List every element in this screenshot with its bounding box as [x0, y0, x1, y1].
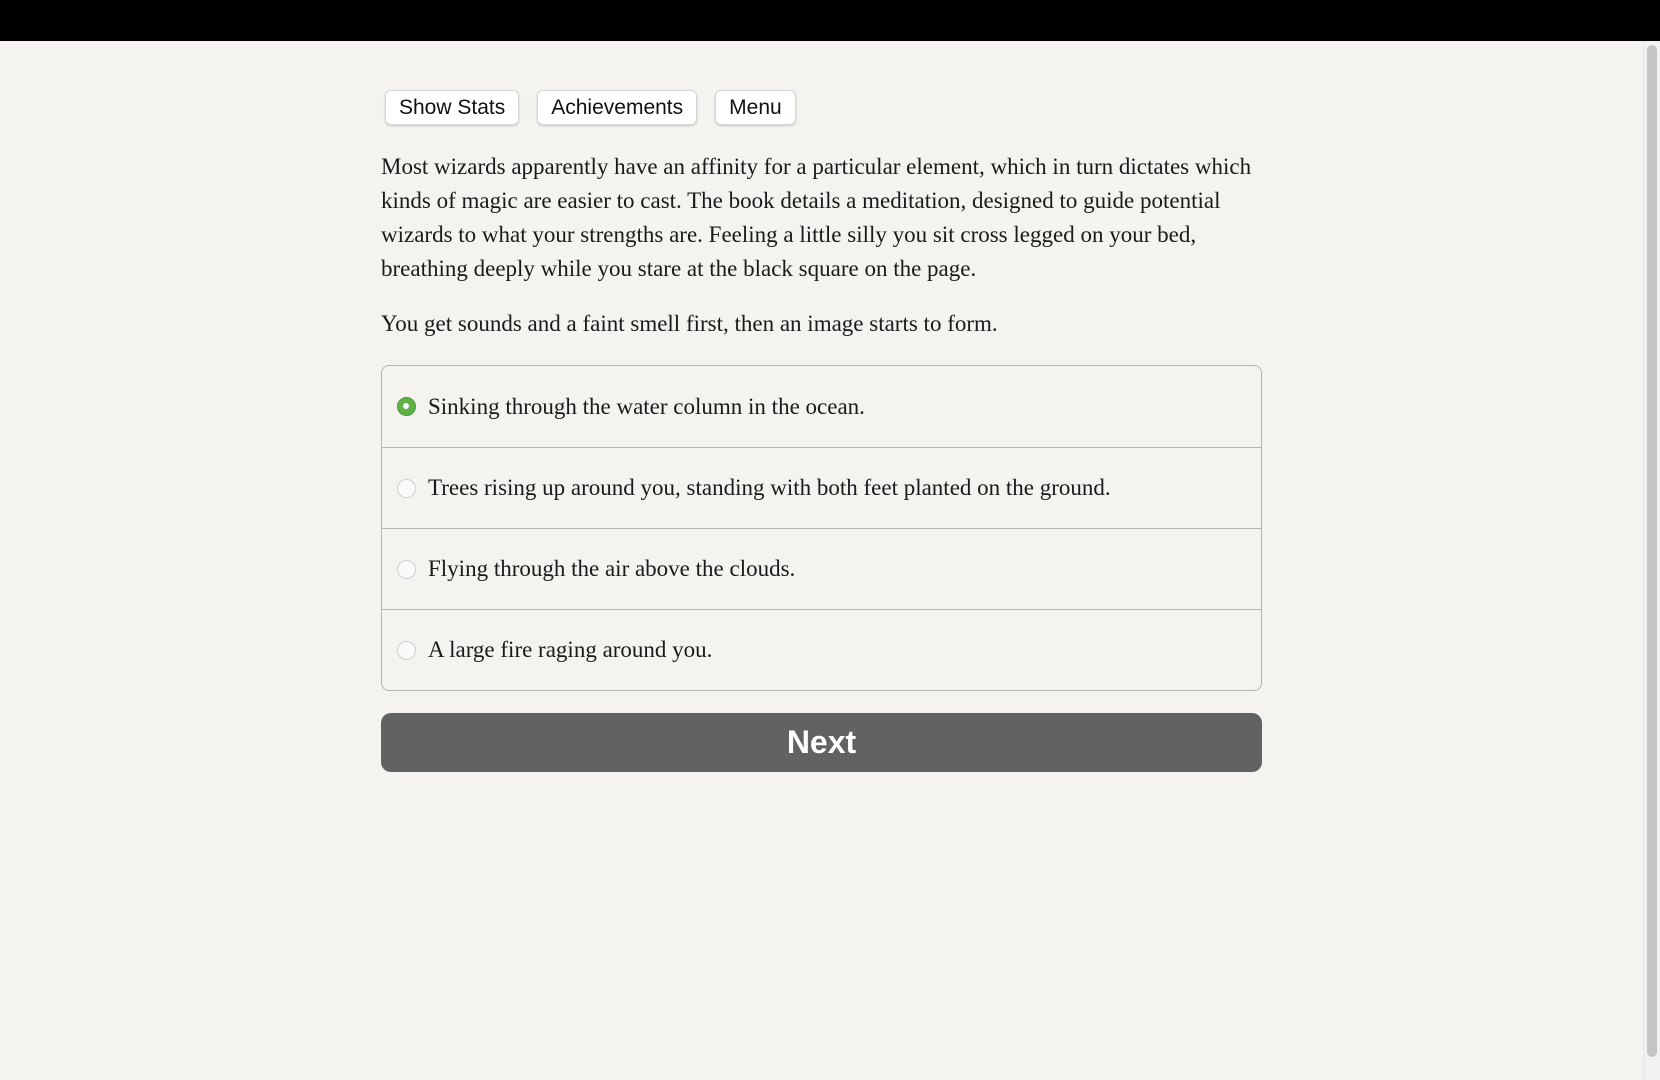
- story-paragraph: You get sounds and a faint smell first, then an image starts to form.: [381, 311, 998, 336]
- radio-unselected-icon[interactable]: [397, 479, 416, 498]
- choice-option-earth[interactable]: [382, 447, 1261, 528]
- choice-label: Sinking through the water column in the ocean.: [428, 393, 865, 419]
- radio-unselected-icon[interactable]: [397, 641, 416, 660]
- radio-selected-icon[interactable]: [397, 397, 416, 416]
- choice-label: Trees rising up around you, standing with both feet planted on the ground.: [428, 475, 1111, 500]
- choice-option-fire[interactable]: [382, 609, 1261, 690]
- story-text: [381, 150, 1262, 341]
- top-black-bar: [0, 0, 1660, 41]
- menu-button[interactable]: Menu: [715, 90, 796, 125]
- choice-label: Flying through the air above the clouds.: [428, 556, 796, 581]
- choice-option-air[interactable]: [382, 528, 1261, 609]
- scrollbar-thumb[interactable]: [1647, 45, 1657, 1057]
- next-button[interactable]: Next: [381, 713, 1262, 772]
- radio-unselected-icon[interactable]: [397, 560, 416, 579]
- achievements-button[interactable]: Achievements: [537, 90, 697, 125]
- choice-option-water[interactable]: [382, 366, 1261, 447]
- choice-list: [381, 365, 1262, 691]
- show-stats-button[interactable]: Show Stats: [385, 90, 519, 125]
- vertical-scrollbar[interactable]: [1643, 41, 1660, 1080]
- game-content: [381, 90, 1262, 772]
- story-paragraph: Most wizards apparently have an affinity for a particular element, which in turn dictates which kinds of magic are easier to cast. The book details a meditation, designed to guide potential wizards to what your strengths are. Feeling a little silly you sit cross legged on your bed, breathing deeply while you stare at the black square on the page.: [381, 154, 1252, 281]
- toolbar: [385, 90, 1262, 125]
- choice-label: A large fire raging around you.: [428, 637, 713, 662]
